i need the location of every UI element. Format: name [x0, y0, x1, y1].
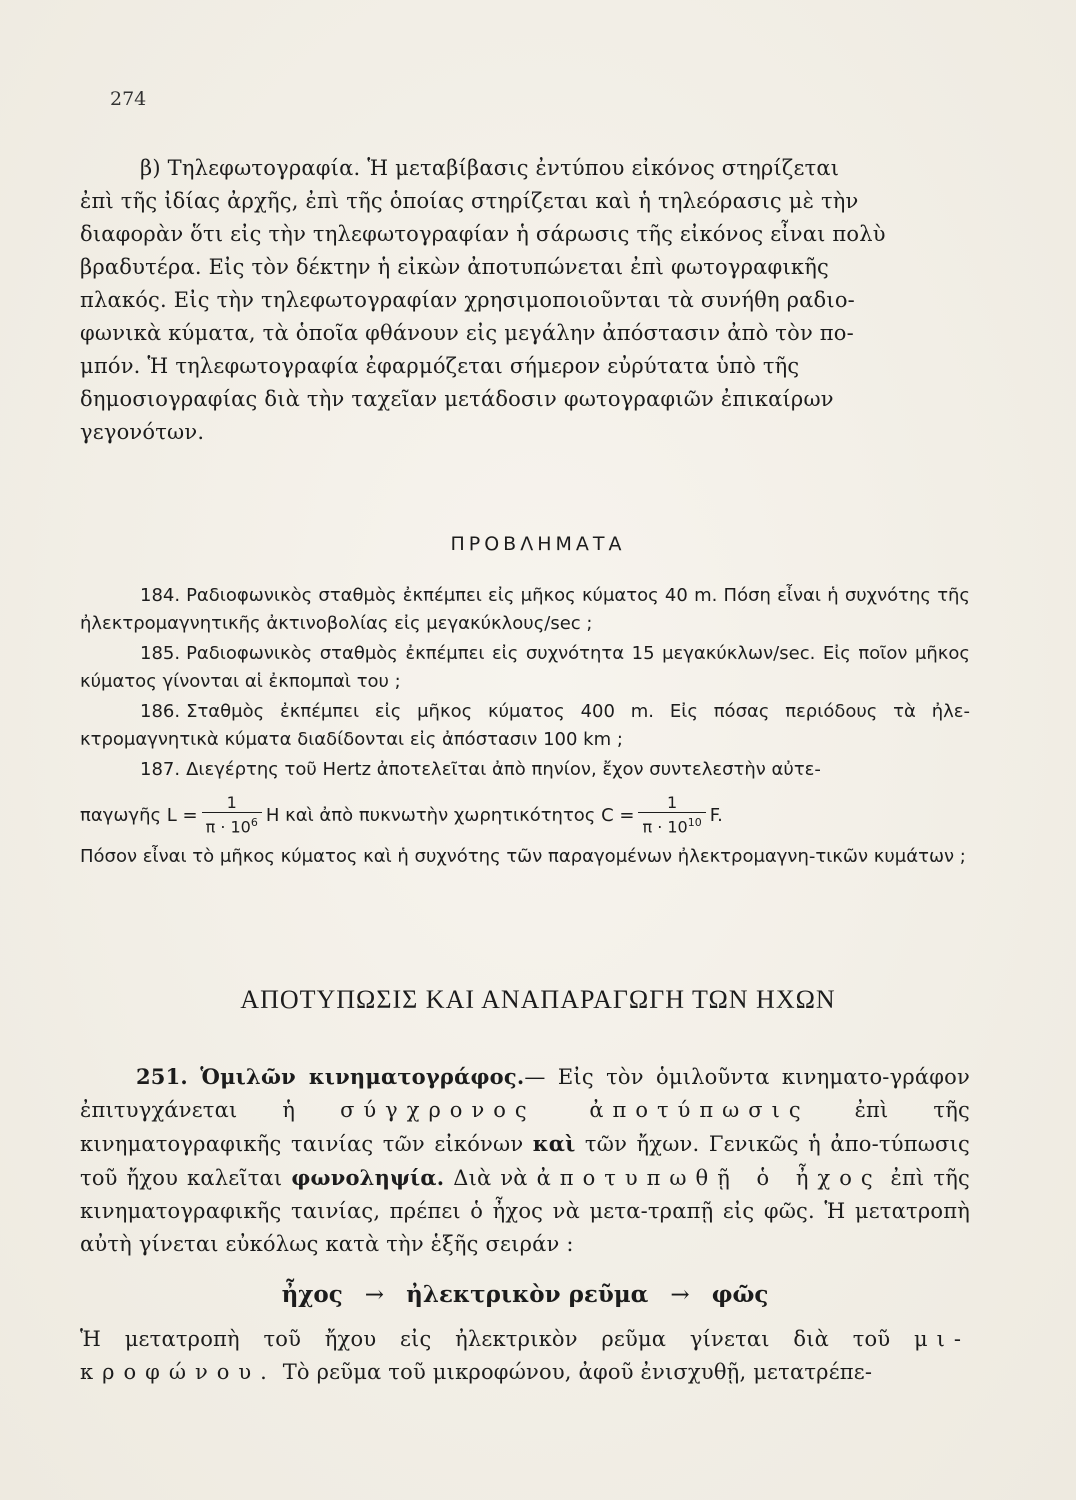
section-number: 251. — [136, 1064, 188, 1089]
problem-item — [80, 698, 970, 754]
problem-number: 186. — [140, 701, 181, 722]
intro-line: δημοσιογραφίας διὰ τὴν ταχεῖαν μετάδοσιν φωτογραφιῶν ἐπικαίρων — [80, 387, 834, 411]
section-paragraph-2 — [80, 1323, 970, 1389]
bold-word: καὶ — [532, 1131, 576, 1156]
page-number: 274 — [110, 88, 147, 110]
paragraph-text: ἐπὶ τῆς κινηματογραφικῆς ταινίας τῶν εἰκόνων — [80, 1098, 970, 1156]
denominator-base: π · 10 — [642, 817, 688, 837]
problem-item — [80, 756, 970, 784]
paragraph-text: τῶν ἤχων. Γενικῶς ἡ ἀπο-τύπωσις τοῦ ἤχου καλεῖται — [80, 1132, 970, 1190]
fraction-denominator — [638, 812, 705, 837]
problem-text: Διεγέρτης τοῦ Hertz ἀποτελεῖται ἀπὸ πηνίον, ἔχον συντελεστὴν αὐτε- — [186, 759, 821, 780]
intro-line: ἐπὶ τῆς ἰδίας ἀρχῆς, ἐπὶ τῆς ὁποίας στηρίζεται καὶ ἡ τηλεόρασις μὲ τὴν — [80, 189, 859, 213]
formula-line — [80, 794, 970, 837]
problem-item — [80, 582, 970, 638]
formula-suffix: F. — [709, 804, 723, 826]
scheme-sound: ἦχος — [281, 1281, 343, 1308]
right-arrow-icon: → — [670, 1282, 690, 1308]
intro-paragraph — [80, 152, 970, 449]
paragraph-text: — Εἰς τὸν ὁμιλοῦντα κινηματο-γράφον ἐπιτυγχάνεται ἡ — [80, 1065, 970, 1122]
bold-term: φωνοληψία. — [291, 1165, 445, 1190]
problem-text: Ραδιοφωνικὸς σταθμὸς ἐκπέμπει εἰς μῆκος κύματος 40 m. Πόση εἶναι ἡ συχνότης τῆς ἠλεκτρομαγνητικῆς ἀκτινοβολίας εἰς μεγακύκλους/sec ; — [80, 585, 970, 634]
spaced-emphasis: μι-κροφώνου. — [80, 1327, 970, 1384]
denominator-exponent: 6 — [250, 816, 258, 829]
denominator-exponent: 10 — [687, 816, 702, 829]
problem-number: 184. — [140, 585, 181, 606]
problem-text: Ραδιοφωνικὸς σταθμὸς ἐκπέμπει εἰς συχνότητα 15 μεγακύκλων/sec. Εἰς ποῖον μῆκος κύματος γίνονται αἱ ἐκπομπαὶ του ; — [80, 643, 970, 692]
conversion-scheme — [80, 1275, 970, 1315]
problems-heading: ΠΡΟΒΛΗΜΑΤΑ — [450, 533, 626, 555]
right-arrow-icon: → — [364, 1282, 385, 1308]
problem-text: Σταθμὸς ἐκπέμπει εἰς μῆκος κύματος 400 m. Εἰς πόσας περιόδους τὰ ἠλε-κτρομαγνητικὰ κύματα διαδίδονται εἰς ἀπόστασιν 100 km ; — [80, 701, 970, 750]
scheme-current: ἠλεκτρικὸν ρεῦμα — [406, 1281, 649, 1308]
paragraph-text: ἐπὶ τῆς κινηματογραφικῆς ταινίας, πρέπει ὁ ἦχος νὰ μετα-τραπῇ εἰς φῶς. Ἡ μετατροπὴ αὐτὴ γίνεται εὐκόλως κατὰ τὴν ἑξῆς σειράν : — [80, 1166, 970, 1256]
denominator-base: π · 10 — [205, 817, 251, 837]
intro-line: φωνικὰ κύματα, τὰ ὁποῖα φθάνουν εἰς μεγάλην ἀπόστασιν ἀπὸ τὸν πο- — [80, 321, 854, 345]
fraction-capacitance — [638, 794, 705, 837]
problem-question: Πόσον εἶναι τὸ μῆκος κύματος καὶ ἡ συχνότης τῶν παραγομένων ἠλεκτρομαγνη-τικῶν κυμάτων ; — [80, 846, 966, 868]
spaced-emphasis: ἀποτυπωθῇ ὁ ἦχος — [536, 1166, 882, 1190]
fraction-numerator: 1 — [226, 793, 237, 812]
problem-number: 185. — [140, 643, 181, 664]
fraction-inductance — [202, 794, 262, 837]
intro-line: διαφορὰν ὅτι εἰς τὴν τηλεφωτογραφίαν ἡ σάρωσις τῆς εἰκόνος εἶναι πολὺ — [80, 222, 886, 246]
problems-list — [80, 582, 970, 873]
section-title: ΑΠΟΤΥΠΩΣΙΣ ΚΑΙ ΑΝΑΠΑΡΑΓΩΓΗ ΤΩΝ ΗΧΩΝ — [240, 985, 836, 1014]
fraction-numerator: 1 — [667, 793, 678, 812]
fraction-denominator — [202, 812, 262, 837]
paragraph-text: Διὰ νὰ — [453, 1166, 528, 1190]
formula-prefix: παγωγῆς L = — [80, 804, 198, 826]
intro-line: πλακός. Εἰς τὴν τηλεφωτογραφίαν χρησιμοποιοῦνται τὰ συνήθη ραδιο- — [80, 288, 855, 312]
section-paragraph-1 — [80, 1060, 970, 1261]
intro-line: γεγονότων. — [80, 420, 205, 444]
section-body — [80, 1060, 970, 1389]
problem-item — [80, 640, 970, 696]
paragraph-text: Ἡ μετατροπὴ τοῦ ἤχου εἰς ἠλεκτρικὸν ρεῦμα γίνεται διὰ τοῦ — [80, 1327, 891, 1351]
spaced-emphasis: σύγχρονος ἀποτύπωσις — [340, 1098, 810, 1122]
section-heading: Ὁμιλῶν κινηματογράφος. — [200, 1064, 525, 1089]
intro-line: βραδυτέρα. Εἰς τὸν δέκτην ἡ εἰκὼν ἀποτυπώνεται ἐπὶ φωτογραφικῆς — [80, 255, 829, 279]
intro-line: μπόν. Ἡ τηλεφωτογραφία ἐφαρμόζεται σήμερον εὐρύτατα ὑπὸ τῆς — [80, 354, 800, 378]
intro-line — [80, 152, 970, 185]
problem-number: 187. — [140, 759, 181, 780]
intro-line-text: β) Τηλεφωτογραφία. Ἡ μεταβίβασις ἐντύπου εἰκόνος στηρίζεται — [140, 156, 840, 180]
scheme-light: φῶς — [711, 1281, 769, 1308]
paragraph-text: Τὸ ρεῦμα τοῦ μικροφώνου, ἀφοῦ ἐνισχυθῇ, μετατρέπε- — [282, 1360, 873, 1384]
formula-middle: H καὶ ἀπὸ πυκνωτὴν χωρητικότητος C = — [265, 804, 635, 826]
